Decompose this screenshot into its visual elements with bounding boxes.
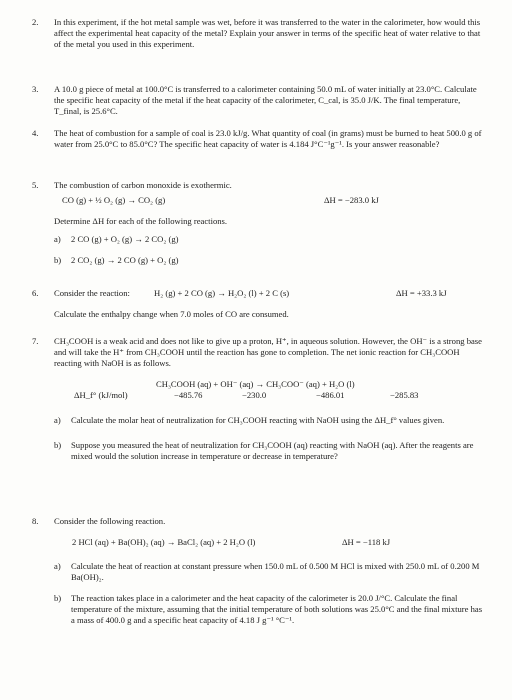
part-label: b) bbox=[54, 440, 62, 450]
table-value: −485.76 bbox=[174, 390, 203, 400]
part-equation: 2 CO (g) + O₂ (g) → 2 CO₂ (g) bbox=[71, 234, 179, 244]
question-text: A 10.0 g piece of metal at 100.0°C is transferred to a calorimeter containing 50.0 mL of water initially at 23.0°C. Calculate the specific heat capacity of the metal if the heat capacity of the calorimeter, C_cal, is 35.0 J/K. The final temperature, T_final, is 25.6°C. bbox=[54, 84, 477, 116]
part-a bbox=[54, 234, 484, 248]
question-2 bbox=[32, 17, 484, 50]
part-equation: 2 CO₂ (g) → 2 CO (g) + O₂ (g) bbox=[71, 255, 179, 265]
part-label: a) bbox=[54, 415, 61, 425]
part-text: Calculate the molar heat of neutralization for CH₃COOH reacting with NaOH using the ΔH_f° values given. bbox=[71, 415, 445, 425]
question-6 bbox=[32, 288, 484, 320]
question-intro: The combustion of carbon monoxide is exothermic. bbox=[54, 180, 232, 190]
reaction-equation: CO (g) + ½ O₂ (g) → CO₂ (g) bbox=[62, 195, 166, 205]
table-value: −285.83 bbox=[390, 390, 419, 400]
question-7 bbox=[32, 336, 484, 462]
part-text: The reaction takes place in a calorimeter and the heat capacity of the calorimeter is 20.0 J/°C. Calculate the final temperature of the mixture, assuming that the initial temperature of both solutions was 25.0°C and the final mixture has a mass of 400.0 g and a specific heat capacity of 4.18 J g⁻¹ °C⁻¹. bbox=[71, 593, 483, 625]
question-number: 5. bbox=[32, 180, 39, 190]
part-b bbox=[54, 440, 484, 462]
question-number: 2. bbox=[32, 17, 39, 27]
part-b bbox=[54, 593, 484, 626]
part-text: Calculate the heat of reaction at constant pressure when 150.0 mL of 0.500 M HCl is mixed with 250.0 mL of 0.200 M Ba(OH)₂. bbox=[71, 561, 480, 582]
table-value: −486.01 bbox=[316, 390, 345, 400]
question-text: CH₃COOH is a weak acid and does not like to give up a proton, H⁺, in aqueous solution. However, the OH⁻ is a strong base and will take the H⁺ from CH₃COOH until the reaction has gone to completion. The net ionic reaction for CH₃COOH reacting with NaOH is as follows. bbox=[54, 336, 482, 368]
question-intro: Consider the reaction: bbox=[54, 288, 130, 298]
part-text: Suppose you measured the heat of neutralization for CH₃COOH (aq) reacting with NaOH (aq). After the reagents are mixed would the solution increase in temperature or decrease in temperature? bbox=[71, 440, 474, 461]
question-number: 3. bbox=[32, 84, 39, 94]
part-a bbox=[54, 561, 484, 583]
question-intro: Consider the following reaction. bbox=[54, 516, 166, 526]
enthalpy-value: ΔH = −283.0 kJ bbox=[324, 195, 379, 205]
question-number: 8. bbox=[32, 516, 39, 526]
part-label: a) bbox=[54, 234, 61, 244]
enthalpy-value: ΔH = +33.3 kJ bbox=[396, 288, 447, 298]
question-5 bbox=[32, 180, 484, 269]
question-text: In this experiment, if the hot metal sample was wet, before it was transferred to the water in the calorimeter, how would this affect the experimental heat capacity of the metal? Explain your answer in terms of the specific heat of water relative to that of the metal you used in this experiment. bbox=[54, 17, 481, 49]
question-prompt: Determine ΔH for each of the following reactions. bbox=[54, 216, 228, 226]
reaction-equation: 2 HCl (aq) + Ba(OH)₂ (aq) → BaCl₂ (aq) + 2 H₂O (l) bbox=[72, 537, 256, 547]
question-text: The heat of combustion for a sample of coal is 23.0 kJ/g. What quantity of coal (in grams) must be burned to heat 500.0 g of water from 25.0°C to 85.0°C? The specific heat capacity of water is 4.184 J°C⁻¹g⁻¹. Is your answer reasonable? bbox=[54, 128, 482, 149]
row-label: ΔH_f° (kJ/mol) bbox=[74, 390, 128, 400]
part-label: b) bbox=[54, 255, 62, 265]
enthalpy-value: ΔH = −118 kJ bbox=[342, 537, 391, 547]
reaction-equation: H₂ (g) + 2 CO (g) → H₂O₂ (l) + 2 C (s) bbox=[154, 288, 290, 298]
question-number: 7. bbox=[32, 336, 39, 346]
table-value: −230.0 bbox=[242, 390, 267, 400]
question-3 bbox=[32, 84, 484, 117]
question-prompt: Calculate the enthalpy change when 7.0 moles of CO are consumed. bbox=[54, 309, 289, 319]
question-8 bbox=[32, 516, 484, 626]
reaction-equation: CH₃COOH (aq) + OH⁻ (aq) → CH₃COO⁻ (aq) + H₂O (l) bbox=[156, 379, 355, 389]
part-a bbox=[54, 415, 484, 426]
part-label: a) bbox=[54, 561, 61, 571]
part-b bbox=[54, 255, 484, 269]
part-label: b) bbox=[54, 593, 62, 603]
enthalpy-table bbox=[54, 379, 484, 403]
question-4 bbox=[32, 128, 484, 150]
question-number: 6. bbox=[32, 288, 39, 298]
question-number: 4. bbox=[32, 128, 39, 138]
